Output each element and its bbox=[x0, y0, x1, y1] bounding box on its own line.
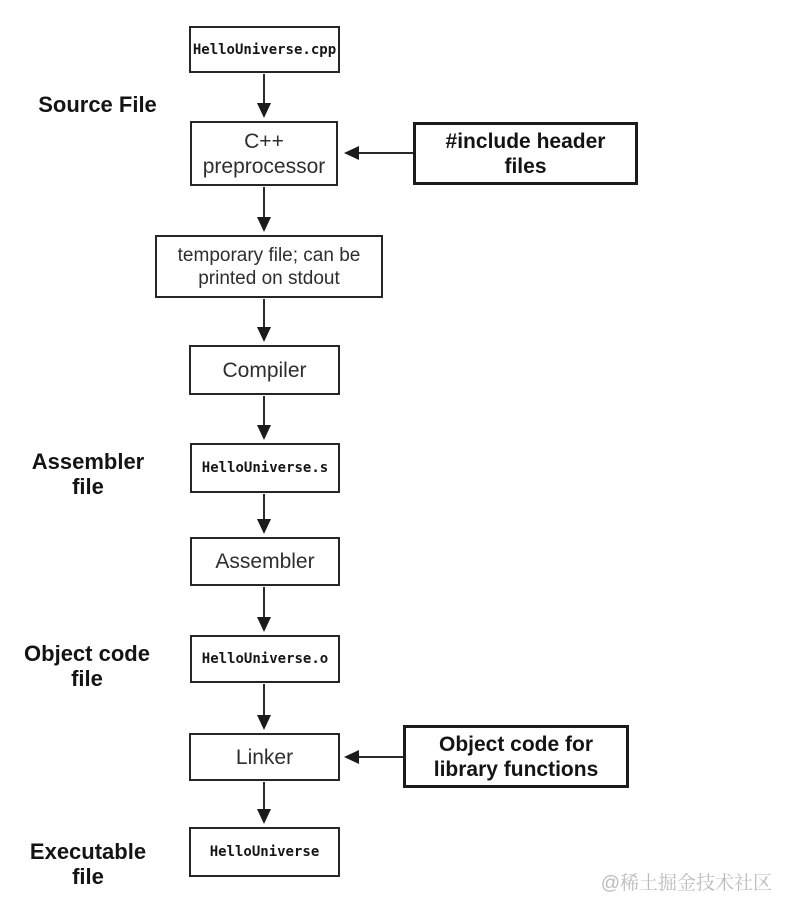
node-compiler-box bbox=[189, 345, 340, 395]
node-library-objects-label-line2: library functions bbox=[433, 757, 599, 781]
node-include-headers-label-line2: files bbox=[504, 154, 547, 178]
node-library-objects-box bbox=[403, 725, 629, 788]
node-temp-file-label-line2: printed on stdout bbox=[198, 267, 340, 289]
node-source-file-label: HelloUniverse.cpp bbox=[192, 41, 337, 58]
node-source-file-box bbox=[189, 26, 340, 73]
node-assembly-file-label: HelloUniverse.s bbox=[201, 460, 329, 476]
node-compiler-label: Compiler bbox=[222, 358, 307, 382]
node-executable-file-label: HelloUniverse bbox=[209, 844, 320, 860]
stage-label-object-code-file bbox=[12, 641, 162, 691]
stage-label-object-code-file-line1: Object code bbox=[24, 641, 150, 666]
node-object-file-box bbox=[190, 635, 340, 683]
node-linker-box bbox=[189, 733, 340, 781]
stage-label-source-file bbox=[20, 92, 175, 117]
node-preprocessor-label-line2: preprocessor bbox=[202, 154, 326, 178]
stage-label-assembler-file-line2: file bbox=[72, 474, 104, 499]
stage-label-executable-file-line1: Executable bbox=[29, 839, 147, 864]
node-assembler-box bbox=[190, 537, 340, 586]
node-include-headers-label-line1: #include header bbox=[445, 129, 606, 153]
stage-label-assembler-file bbox=[18, 449, 158, 499]
node-linker-label: Linker bbox=[235, 745, 294, 769]
node-object-file-label: HelloUniverse.o bbox=[201, 651, 329, 667]
stage-label-object-code-file-line2: file bbox=[71, 666, 103, 691]
node-assembler-label: Assembler bbox=[215, 550, 315, 573]
node-include-headers-box bbox=[413, 122, 638, 185]
stage-label-executable-file-line2: file bbox=[72, 864, 104, 889]
node-executable-file-box bbox=[189, 827, 340, 877]
stage-label-assembler-file-line1: Assembler bbox=[31, 449, 145, 474]
node-assembly-file-box bbox=[190, 443, 340, 493]
stage-label-executable-file bbox=[14, 839, 162, 889]
node-preprocessor-label-line1: C++ bbox=[244, 129, 284, 153]
node-preprocessor-box bbox=[190, 121, 338, 186]
node-library-objects-label-line1: Object code for bbox=[438, 732, 594, 756]
node-temp-file-label-line1: temporary file; can be bbox=[177, 244, 361, 266]
stage-label-source-file-line1: Source File bbox=[38, 92, 157, 117]
node-temp-file-box bbox=[155, 235, 383, 298]
watermark-text: @稀土掘金技术社区 bbox=[600, 873, 772, 894]
